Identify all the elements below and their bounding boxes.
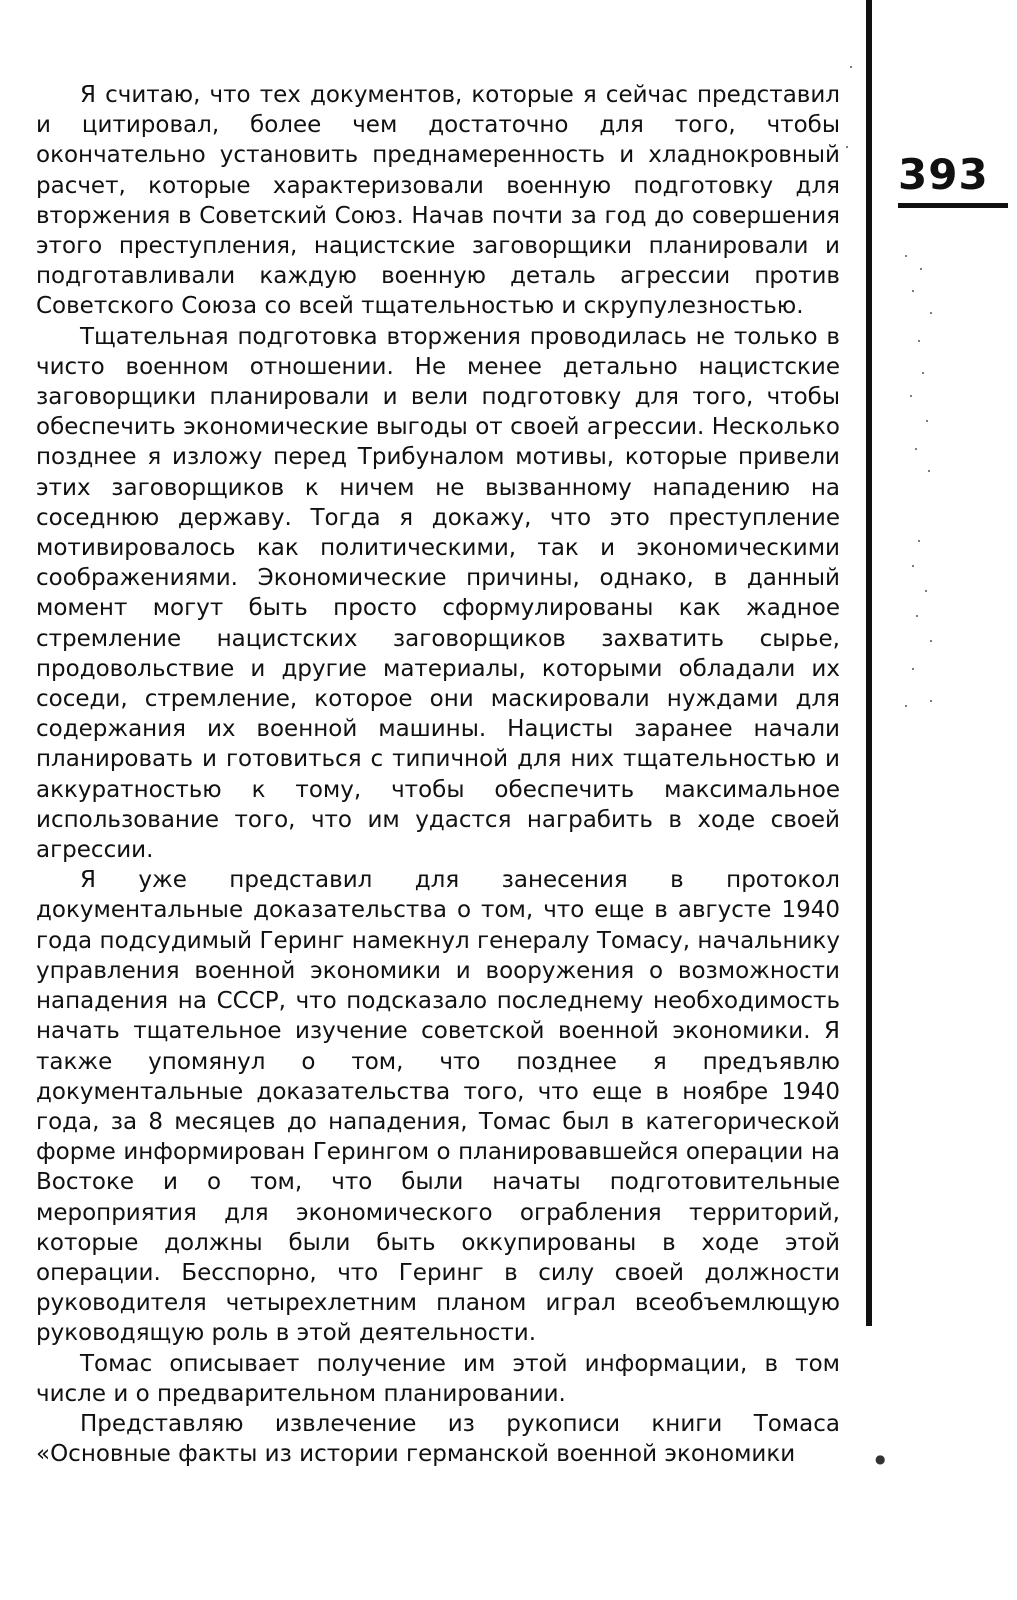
- paragraph: Я считаю, что тех документов, которые я сейчас представил и цитировал, более чем достаточно для того, чтобы окончательно установить преднамеренность и хладнокровный расчет, которые характеризовали военную подготовку для вторжения в Советский Союз. Начав почти за год до совершения этого преступления, нацистские заговорщики планировали и подготавливали каждую военную деталь агрессии против Советского Союза со всей тщательностью и скрупулезностью.: [36, 82, 840, 320]
- margin-mark-icon: ●: [875, 1452, 886, 1466]
- main-text-column: [36, 80, 840, 1469]
- paragraph: Томас описывает получение им этой информации, в том числе и о предварительном планировании.: [36, 1350, 840, 1407]
- page-number: 393: [898, 150, 989, 199]
- paragraph: Тщательная подготовка вторжения проводилась не только в чисто военном отношении. Не менее детально нацистские заговорщики планировали и вели подготовку для того, чтобы обеспечить экономические выгоды от своей агрессии. Несколько позднее я изложу перед Трибуналом мотивы, которые привели этих заговорщиков к ничем не вызванному нападению на соседнюю державу. Тогда я докажу, что это преступление мотивировалось как политическими, так и экономическими соображениями. Экономические причины, однако, в данный момент могут быть просто сформулированы как жадное стремление нацистских заговорщиков захватить сырье, продовольствие и другие материалы, которыми обладали их соседи, стремление, которое они маскировали нуждами для содержания их военной машины. Нацисты заранее начали планировать и готовиться с типичной для них тщательностью и аккуратностью к тому, чтобы обеспечить максимальное использование того, что им удастся награбить в ходе своей агрессии.: [36, 323, 840, 864]
- paragraph: Представляю извлечение из рукописи книги Томаса «Основные факты из истории германской военной экономики: [36, 1410, 840, 1468]
- paragraph: Я уже представил для занесения в протокол документальные доказательства о том, что еще в августе 1940 года подсудимый Геринг намекнул генералу Томасу, начальнику управления военной экономики и вооружения о возможности нападения на СССР, что подсказало последнему необходимость начать тщательное изучение советской военной экономики. Я также упомянул о том, что позднее я предъявлю документальные доказательства того, что еще в ноябре 1940 года, за 8 месяцев до нападения, Томас был в категорической форме информирован Герингом о планировавшейся операции на Востоке и о том, что были начаты подготовительные мероприятия для экономического ограбления территорий, которые должны были быть оккупированы в ходе этой операции. Бесспорно, что Геринг в силу своей должности руководителя четырехлетним планом играл всеобъемлющую руководящую роль в этой деятельности.: [36, 867, 840, 1347]
- page-number-underline: [898, 203, 1008, 208]
- margin-vertical-rule: [866, 0, 872, 1326]
